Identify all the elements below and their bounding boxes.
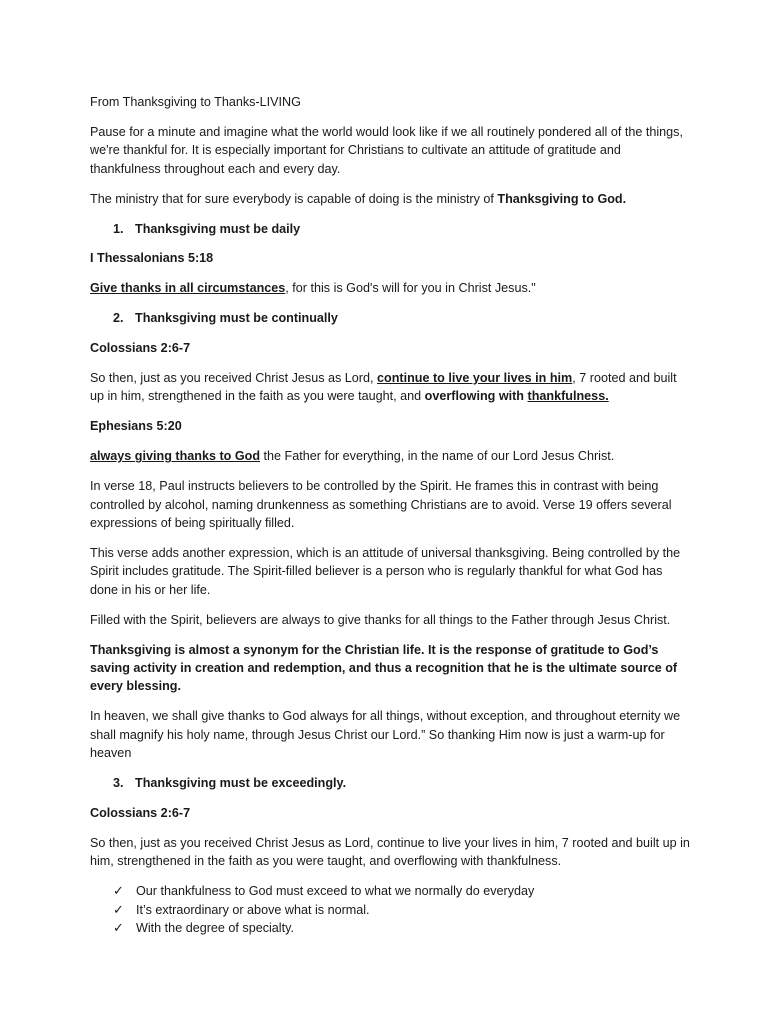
verse-2-part-c: , 7 rooted and built up in him, strengthened in the faith as you were taught, and	[90, 371, 677, 404]
checklist-item-text: Our thankfulness to God must exceed to what we normally do everyday	[136, 884, 535, 899]
verse-3	[90, 447, 690, 465]
check-mark-icon: ✓	[113, 901, 124, 917]
point-1-number: 1.	[113, 221, 124, 236]
verse-3-rest: the Father for everything, in the name of our Lord Jesus Christ.	[260, 449, 615, 464]
point-3-label: Thanksgiving must be exceedingly.	[135, 775, 347, 790]
reference-1: I Thessalonians 5:18	[90, 251, 214, 266]
checklist-item-text: It’s extraordinary or above what is normal.	[136, 902, 370, 917]
checklist-item-text: With the degree of specialty.	[136, 921, 294, 936]
reference-3: Ephesians 5:20	[90, 419, 182, 434]
ministry-paragraph	[90, 190, 690, 208]
point-2-number: 2.	[113, 311, 124, 326]
point-1	[90, 220, 690, 238]
intro-paragraph: Pause for a minute and imagine what the world would look like if we all routinely pondered all of the things, we're thankful for. It is especially important for Christians to cultivate an attitude of gratitude and thankfulness throughout each and every day.	[90, 124, 683, 176]
verse-2-underline: continue to live your lives in him	[377, 371, 573, 386]
paragraph-filled: Filled with the Spirit, believers are always to give thanks for all things to the Father through Jesus Christ.	[90, 612, 671, 627]
point-3-number: 3.	[113, 775, 124, 790]
verse-2-part-a: So then, just as you received Christ Jesus as Lord,	[90, 371, 377, 386]
reference-4: Colossians 2:6-7	[90, 805, 191, 820]
verse-2-bold: overflowing with	[424, 389, 528, 404]
document-title: From Thanksgiving to Thanks-LIVING	[90, 95, 301, 109]
checklist-item	[90, 901, 690, 920]
verse-2-bold-underline: thankfulness.	[527, 389, 609, 404]
paragraph-heaven: In heaven, we shall give thanks to God always for all things, without exception, and throughout eternity we shall magnify his holy name, through Jesus Christ our Lord.” So thanking Him now is just a warm-up for heaven	[90, 709, 681, 761]
verse-1-underline: Give thanks in all circumstances	[90, 281, 286, 296]
ministry-bold: Thanksgiving to God.	[497, 191, 627, 206]
verse-1-rest: , for this is God's will for you in Christ Jesus."	[285, 281, 536, 296]
verse-2	[90, 369, 690, 406]
paragraph-verse-18: In verse 18, Paul instructs believers to be controlled by the Spirit. He frames this in contrast with being controlled by alcohol, naming drunkenness as something Christians are to avoid. Verse 19 offers several expressions of being spiritually filled.	[90, 479, 672, 530]
check-mark-icon: ✓	[113, 920, 124, 936]
check-mark-icon: ✓	[113, 883, 124, 899]
verse-1	[90, 279, 690, 297]
point-1-label: Thanksgiving must be daily	[135, 221, 301, 236]
point-2	[90, 309, 690, 327]
point-3	[90, 774, 690, 792]
paragraph-synonym: Thanksgiving is almost a synonym for the Christian life. It is the response of gratitude to God’s saving activity in creation and redemption, and thus a recognition that he is the ultimate source of every blessing.	[90, 642, 678, 694]
point-2-label: Thanksgiving must be continually	[135, 311, 338, 326]
verse-4: So then, just as you received Christ Jesus as Lord, continue to live your lives in him, 7 rooted and built up in him, strengthened in the faith as you were taught, and overflowing with thankfulness.	[90, 835, 690, 869]
checklist	[90, 882, 690, 938]
paragraph-expression: This verse adds another expression, which is an attitude of universal thanksgiving. Being controlled by the Spirit includes gratitude. The Spirit-filled believer is a person who is regularly thankful for what God has done in his or her life.	[90, 545, 681, 597]
document-body	[90, 93, 690, 938]
reference-2: Colossians 2:6-7	[90, 341, 191, 356]
ministry-text: The ministry that for sure everybody is capable of doing is the ministry of	[90, 191, 498, 206]
checklist-item	[90, 919, 690, 938]
checklist-item	[90, 882, 690, 901]
verse-3-underline: always giving thanks to God	[90, 449, 261, 464]
